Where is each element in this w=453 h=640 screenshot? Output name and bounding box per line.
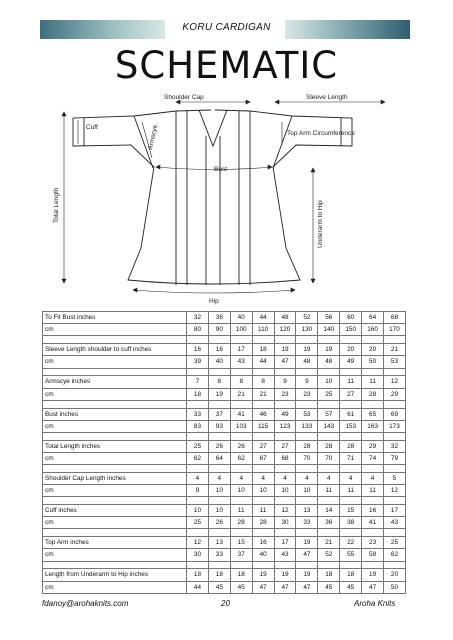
table-row	[43, 408, 406, 420]
table-cell: 62	[384, 549, 406, 561]
footer-email[interactable]: fdanoy@arohaknits.com	[42, 599, 129, 608]
table-cell: 9	[296, 376, 318, 388]
table-cell: 33	[187, 408, 209, 420]
table-cell: 52	[318, 549, 340, 561]
table-cell: 19	[362, 569, 384, 581]
table-row	[43, 537, 406, 549]
table-cell: 47	[252, 581, 274, 593]
table-row	[43, 376, 406, 388]
table-cell: 130	[296, 324, 318, 336]
table-cell: 9	[187, 485, 209, 497]
row-label: Cuff inches	[43, 505, 187, 517]
row-label: Bust inches	[43, 408, 187, 420]
table-cell: 29	[362, 440, 384, 452]
table-cell: 61	[340, 408, 362, 420]
table-cell: 18	[187, 388, 209, 400]
table-cell: 16	[208, 344, 230, 356]
table-cell: 19	[252, 569, 274, 581]
table-cell: 71	[340, 452, 362, 464]
table-cell: 37	[208, 408, 230, 420]
table-cell: 70	[296, 452, 318, 464]
table-cell: 16	[252, 537, 274, 549]
table-cell: 25	[187, 517, 209, 529]
table-cell: 4	[296, 472, 318, 484]
table-gap-row	[43, 529, 406, 537]
table-row	[43, 517, 406, 529]
label-cuff: Cuff	[86, 124, 98, 131]
table-cell: 10	[296, 485, 318, 497]
table-cell: 47	[274, 356, 296, 368]
table-cell: 43	[230, 356, 252, 368]
table-cell: 10	[274, 485, 296, 497]
table-cell: 68	[274, 452, 296, 464]
table-cell: 26	[230, 440, 252, 452]
table-row	[43, 452, 406, 464]
table-cell: 25	[384, 537, 406, 549]
table-cell: 14	[318, 505, 340, 517]
table-cell: 4	[187, 472, 209, 484]
table-cell: 133	[296, 420, 318, 432]
table-row	[43, 440, 406, 452]
table-cell: 33	[296, 517, 318, 529]
table-cell: 44	[252, 356, 274, 368]
table-gap-row	[43, 465, 406, 473]
table-cell: 40	[230, 312, 252, 324]
table-cell: 15	[340, 505, 362, 517]
table-cell: 33	[208, 549, 230, 561]
table-cell: 90	[208, 324, 230, 336]
row-label: cm	[43, 324, 187, 336]
row-label: Sleeve Length shoulder to cuff inches	[43, 344, 187, 356]
table-cell: 21	[230, 388, 252, 400]
row-label: cm	[43, 452, 187, 464]
table-cell: 120	[274, 324, 296, 336]
table-cell: 10	[252, 485, 274, 497]
table-gap-row	[43, 400, 406, 408]
table-cell: 18	[252, 344, 274, 356]
table-cell: 20	[340, 344, 362, 356]
table-cell: 47	[296, 549, 318, 561]
label-bust: Bust	[214, 166, 228, 173]
row-label: cm	[43, 485, 187, 497]
table-gap-row	[43, 497, 406, 505]
table-cell: 20	[362, 344, 384, 356]
table-cell: 4	[318, 472, 340, 484]
table-cell: 38	[340, 517, 362, 529]
table-cell: 15	[230, 537, 252, 549]
table-row	[43, 324, 406, 336]
table-row	[43, 581, 406, 593]
row-label: Length from Underarm to Hip inches	[43, 569, 187, 581]
table-cell: 10	[208, 505, 230, 517]
table-cell: 36	[318, 517, 340, 529]
table-cell: 32	[187, 312, 209, 324]
table-cell: 150	[340, 324, 362, 336]
table-cell: 5	[384, 472, 406, 484]
table-cell: 68	[384, 312, 406, 324]
table-cell: 28	[230, 517, 252, 529]
table-cell: 19	[208, 388, 230, 400]
table-cell: 60	[340, 312, 362, 324]
table-cell: 27	[274, 440, 296, 452]
label-sleeve-length: Sleeve Length	[306, 94, 348, 101]
table-cell: 18	[318, 569, 340, 581]
table-cell: 160	[362, 324, 384, 336]
table-cell: 69	[384, 408, 406, 420]
table-cell: 12	[274, 505, 296, 517]
row-label: cm	[43, 388, 187, 400]
table-cell: 70	[318, 452, 340, 464]
table-cell: 45	[340, 581, 362, 593]
table-cell: 49	[274, 408, 296, 420]
table-cell: 48	[274, 312, 296, 324]
table-cell: 8	[230, 376, 252, 388]
table-row	[43, 312, 406, 324]
table-row	[43, 549, 406, 561]
table-gap-row	[43, 336, 406, 344]
table-cell: 56	[318, 312, 340, 324]
table-cell: 26	[208, 440, 230, 452]
table-cell: 11	[340, 485, 362, 497]
table-cell: 170	[384, 324, 406, 336]
table-cell: 13	[296, 505, 318, 517]
table-cell: 52	[296, 312, 318, 324]
table-cell: 23	[362, 537, 384, 549]
row-label: Top Arm inches	[43, 537, 187, 549]
table-cell: 28	[340, 440, 362, 452]
label-shoulder-cap: Shoulder Cap	[164, 94, 204, 101]
table-cell: 62	[230, 452, 252, 464]
page-title: SCHEMATIC	[114, 44, 339, 87]
row-label: cm	[43, 517, 187, 529]
table-cell: 45	[230, 581, 252, 593]
table-cell: 22	[340, 537, 362, 549]
table-row	[43, 356, 406, 368]
table-cell: 17	[384, 505, 406, 517]
table-cell: 20	[384, 569, 406, 581]
table-cell: 28	[252, 517, 274, 529]
table-cell: 53	[296, 408, 318, 420]
table-row	[43, 505, 406, 517]
table-cell: 47	[362, 581, 384, 593]
table-cell: 62	[187, 452, 209, 464]
table-row	[43, 472, 406, 484]
table-cell: 43	[384, 517, 406, 529]
row-label: cm	[43, 356, 187, 368]
footer-page-number: 20	[221, 599, 230, 608]
table-cell: 41	[362, 517, 384, 529]
table-cell: 140	[318, 324, 340, 336]
table-cell: 80	[187, 324, 209, 336]
table-cell: 12	[384, 485, 406, 497]
table-cell: 21	[252, 388, 274, 400]
table-cell: 11	[318, 485, 340, 497]
table-cell: 46	[252, 408, 274, 420]
table-gap-row	[43, 561, 406, 569]
table-cell: 74	[362, 452, 384, 464]
table-cell: 45	[208, 581, 230, 593]
table-cell: 10	[187, 505, 209, 517]
table-cell: 55	[340, 549, 362, 561]
table-cell: 58	[362, 549, 384, 561]
table-cell: 23	[274, 388, 296, 400]
table-cell: 32	[384, 440, 406, 452]
table-cell: 19	[274, 569, 296, 581]
row-label: cm	[43, 581, 187, 593]
table-cell: 28	[296, 440, 318, 452]
table-cell: 17	[230, 344, 252, 356]
table-cell: 47	[274, 581, 296, 593]
table-cell: 48	[296, 356, 318, 368]
table-cell: 10	[208, 485, 230, 497]
table-cell: 29	[384, 388, 406, 400]
row-label: Shoulder Cap Length inches	[43, 472, 187, 484]
table-cell: 50	[384, 581, 406, 593]
table-cell: 26	[208, 517, 230, 529]
table-cell: 36	[208, 312, 230, 324]
table-cell: 11	[230, 505, 252, 517]
table-cell: 79	[384, 452, 406, 464]
table-cell: 83	[187, 420, 209, 432]
table-cell: 8	[252, 376, 274, 388]
header-title: KORU CARDIGAN	[182, 22, 271, 33]
table-cell: 143	[318, 420, 340, 432]
table-cell: 103	[230, 420, 252, 432]
table-cell: 4	[208, 472, 230, 484]
row-label: Total Length inches	[43, 440, 187, 452]
table-cell: 12	[187, 537, 209, 549]
table-cell: 8	[208, 376, 230, 388]
table-cell: 25	[187, 440, 209, 452]
table-cell: 49	[340, 356, 362, 368]
table-cell: 43	[274, 549, 296, 561]
table-cell: 11	[362, 485, 384, 497]
table-cell: 45	[318, 581, 340, 593]
table-cell: 9	[274, 376, 296, 388]
table-row	[43, 344, 406, 356]
table-cell: 39	[187, 356, 209, 368]
table-row	[43, 388, 406, 400]
table-cell: 28	[318, 440, 340, 452]
table-cell: 40	[208, 356, 230, 368]
table-row	[43, 569, 406, 581]
table-cell: 4	[252, 472, 274, 484]
table-cell: 11	[362, 376, 384, 388]
table-cell: 4	[274, 472, 296, 484]
table-cell: 21	[384, 344, 406, 356]
table-cell: 41	[230, 408, 252, 420]
row-label: cm	[43, 549, 187, 561]
table-cell: 19	[296, 537, 318, 549]
table-cell: 21	[318, 537, 340, 549]
table-cell: 27	[340, 388, 362, 400]
table-cell: 7	[187, 376, 209, 388]
footer-brand: Aroha Knits	[354, 599, 396, 608]
table-cell: 25	[318, 388, 340, 400]
table-cell: 115	[252, 420, 274, 432]
table-cell: 48	[318, 356, 340, 368]
table-row	[43, 420, 406, 432]
table-cell: 18	[208, 569, 230, 581]
table-row	[43, 485, 406, 497]
table-cell: 93	[208, 420, 230, 432]
table-cell: 19	[296, 344, 318, 356]
table-cell: 110	[252, 324, 274, 336]
table-cell: 4	[340, 472, 362, 484]
table-cell: 10	[318, 376, 340, 388]
table-cell: 11	[252, 505, 274, 517]
table-cell: 64	[208, 452, 230, 464]
row-label: Armscye inches	[43, 376, 187, 388]
table-cell: 23	[296, 388, 318, 400]
table-cell: 47	[296, 581, 318, 593]
table-cell: 16	[362, 505, 384, 517]
table-cell: 67	[252, 452, 274, 464]
table-cell: 44	[252, 312, 274, 324]
label-underarm-to-hip: Underarm to Hip	[317, 200, 324, 248]
table-cell: 4	[362, 472, 384, 484]
table-cell: 123	[274, 420, 296, 432]
label-hip: Hip	[209, 298, 219, 305]
table-cell: 10	[230, 485, 252, 497]
table-cell: 30	[274, 517, 296, 529]
table-cell: 16	[187, 344, 209, 356]
table-cell: 12	[384, 376, 406, 388]
table-cell: 18	[340, 569, 362, 581]
table-gap-row	[43, 432, 406, 440]
table-cell: 37	[230, 549, 252, 561]
table-cell: 40	[252, 549, 274, 561]
table-cell: 19	[318, 344, 340, 356]
label-top-arm: Top Arm Circumference	[287, 130, 355, 137]
table-cell: 28	[362, 388, 384, 400]
table-cell: 4	[230, 472, 252, 484]
table-cell: 65	[362, 408, 384, 420]
cardigan-schematic	[0, 88, 453, 308]
table-cell: 19	[296, 569, 318, 581]
table-cell: 19	[274, 344, 296, 356]
table-cell: 100	[230, 324, 252, 336]
row-label: cm	[43, 420, 187, 432]
table-cell: 153	[340, 420, 362, 432]
row-label: To Fit Bust inches	[43, 312, 187, 324]
table-cell: 173	[384, 420, 406, 432]
table-cell: 18	[187, 569, 209, 581]
table-cell: 27	[252, 440, 274, 452]
table-cell: 64	[362, 312, 384, 324]
table-cell: 53	[384, 356, 406, 368]
table-cell: 17	[274, 537, 296, 549]
table-cell: 44	[187, 581, 209, 593]
label-armscye: Armscye	[147, 124, 160, 151]
label-total-length: Total Length	[53, 187, 60, 223]
table-cell: 30	[187, 549, 209, 561]
table-cell: 11	[340, 376, 362, 388]
table-cell: 57	[318, 408, 340, 420]
table-cell: 163	[362, 420, 384, 432]
table-cell: 13	[208, 537, 230, 549]
table-gap-row	[43, 368, 406, 376]
size-table	[42, 311, 406, 594]
table-cell: 50	[362, 356, 384, 368]
table-cell: 18	[230, 569, 252, 581]
